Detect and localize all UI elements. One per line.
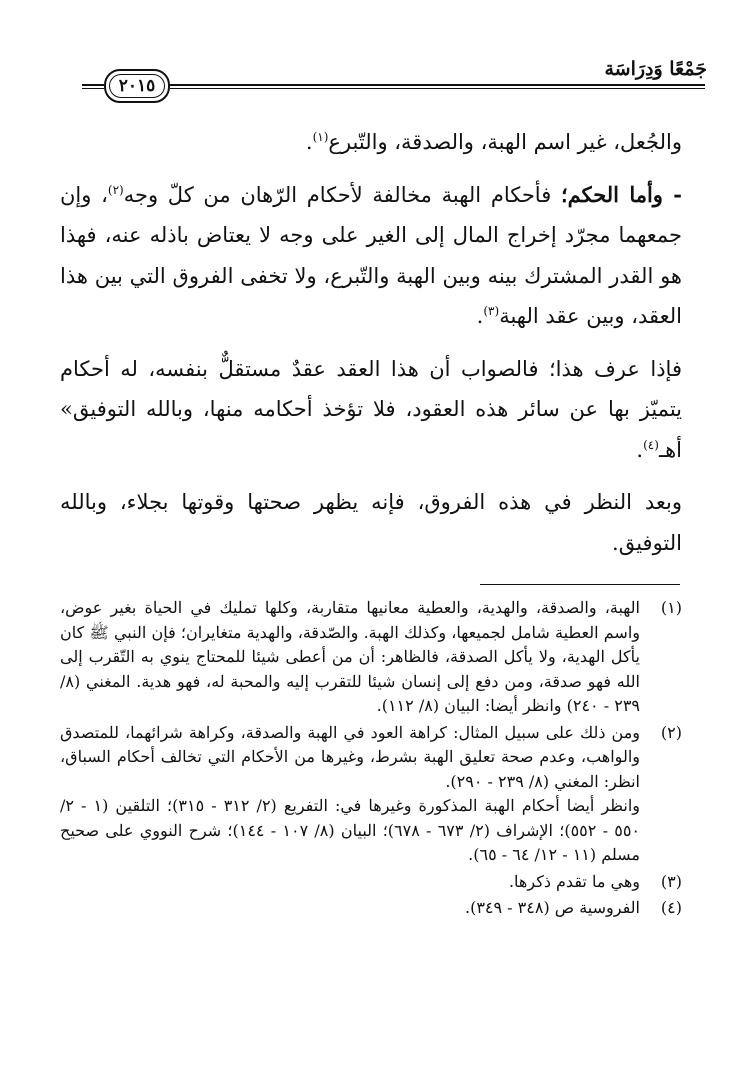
paragraph-1 bbox=[60, 122, 682, 163]
paragraph-2-end: . bbox=[476, 304, 484, 328]
paragraph-3-text: فإذا عرف هذا؛ فالصواب أن هذا العقد عقدٌ مستقلٌّ بنفسه، له أحكام يتميّز بها عن سائر هذه العقود، فلا تؤخذ أحكامه منها، وبالله التوفيق» أهـ bbox=[60, 356, 682, 462]
header-rule-thin bbox=[170, 88, 705, 89]
page-number: ٢٠١٥ bbox=[118, 76, 156, 96]
footnote-text: وانظر أيضا أحكام الهبة المذكورة وغيرها في: التفريع (٢/ ٣١٢ - ٣١٥)؛ التلقين (١ - ٢/ ٥٥٠ - ٥٥٢)؛ الإشراف (٢/ ٦٧٣ - ٦٧٨)؛ البيان (٨/ ١٠٧ - ١٤٤)؛ شرح النووي على صحيح مسلم (١١ - ١٢/ ٦٤ - ٦٥). bbox=[60, 796, 641, 864]
header-rule-left-thin bbox=[82, 88, 104, 89]
footnote-2 bbox=[60, 721, 682, 868]
footnotes bbox=[60, 596, 682, 923]
footnote-ref-1[interactable]: (١) bbox=[312, 130, 329, 144]
paragraph-2-lead: - وأما الحكم؛ bbox=[560, 181, 683, 207]
paragraph-2-text-a: فأحكام الهبة مخالفة لأحكام الرّهان من كلّ وجه bbox=[123, 182, 561, 207]
paragraph-2-text-b: ، وإن جمعهما مجرّد إخراج المال إلى الغير على وجه لا يعتاض باذله عنه، فهذا هو القدر المشترك بينه وبين الهبة والتّبرع، ولا تخفى الفروق التي بين هذا العقد، وبين عقد الهبة bbox=[60, 182, 682, 328]
footnote-ref-2[interactable]: (٢) bbox=[107, 182, 124, 197]
footnote-number: (١) bbox=[660, 598, 682, 617]
paragraph-2 bbox=[60, 175, 682, 337]
footnote-body bbox=[60, 870, 640, 895]
footnote-separator bbox=[480, 584, 680, 585]
header-rule-left bbox=[82, 84, 104, 86]
footnote-1 bbox=[60, 596, 682, 719]
footnote-ref-4[interactable]: (٤) bbox=[643, 437, 659, 452]
paragraph-3-end: . bbox=[636, 437, 644, 462]
footnote-number: (٣) bbox=[660, 871, 682, 891]
footnote-body bbox=[60, 596, 640, 719]
paragraph-1-end: . bbox=[305, 130, 313, 154]
footnote-body bbox=[60, 721, 640, 868]
footnote-body bbox=[60, 896, 640, 921]
paragraph-1-text: والجُعل، غير اسم الهبة، والصدقة، والتّبرع bbox=[328, 130, 682, 154]
footnote-number: (٢) bbox=[660, 722, 682, 742]
footnote-number: (٤) bbox=[660, 898, 682, 917]
footnote-ref-3[interactable]: (٣) bbox=[483, 304, 500, 318]
footnote-3 bbox=[60, 870, 682, 895]
header-rule bbox=[170, 84, 705, 86]
footnote-4 bbox=[60, 896, 682, 921]
paragraph-3 bbox=[60, 349, 682, 471]
paragraph-4: وبعد النظر في هذه الفروق، فإنه يظهر صحتها وقوتها بجلاء، وبالله التوفيق. bbox=[60, 490, 682, 555]
footnote-text: الفروسية ص (٣٤٨ - ٣٤٩). bbox=[464, 898, 640, 917]
main-text bbox=[60, 122, 682, 575]
footnote-text: ومن ذلك على سبيل المثال: كراهة العود في الهبة والصدقة، وكراهة شرائهما، للمتصدق والواهب، وعدم صحة تعليق الهبة بشرط، وغيرها من الأحكام التي تخالف أحكام السباق، انظر: المغني (٨/ ٢٣٩ - ٢٩٠). bbox=[60, 722, 640, 791]
footnote-text: الهبة، والصدقة، والهدية، والعطية معانيها متقاربة، وكلها تمليك في الحياة بغير عوض، واسم العطية شامل لجميعها، وكذلك الهبة. والصّدقة، والهدية متغايران؛ فإن النبي ﷺ كان يأكل الهدية، ولا يأكل الصدقة، فالظاهر: أن من أعطى شيئا للمحتاج ينوي به التّقرب إلى الله فهو صدقة، ومن دفع إلى إنسان شيئا للتقرب إليه والمحبة له، فهو هدية. المغني (٨/ ٢٣٩ - ٢٤٠) وانظر أيضا: البيان (٨/ ١١٢). bbox=[60, 598, 640, 715]
page-number-badge bbox=[104, 69, 170, 103]
footnote-text: وهي ما تقدم ذكرها. bbox=[508, 871, 640, 891]
running-header-title: جَمْعًا وَدِرَاسَة bbox=[604, 58, 707, 80]
